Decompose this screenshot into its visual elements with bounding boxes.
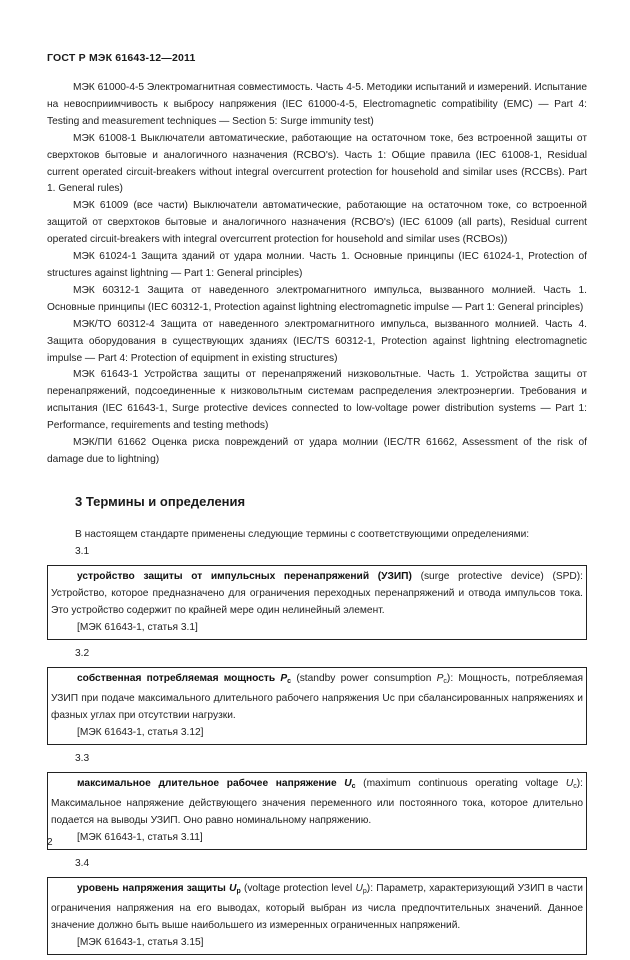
term-english: (voltage protection level [240,882,356,894]
term-source: [МЭК 61643-1, статья 3.15] [77,936,204,948]
reference-iec-60312-1: МЭК 60312-1 Защита от наведенного электромагнитного импульса, вызванного молнией. Часть 1. Основные принципы (IEC 60312-1, Protection against lightning electromagnetic impulse — Part 1: General principles) [47,284,587,313]
term-symbol: U [229,882,237,894]
page-number: 2 [47,837,53,848]
term-name: устройство защиты от импульсных перенапряжений (УЗИП) [77,570,412,582]
term-name: собственная потребляемая мощность [77,672,281,684]
term-definition: Максимальное напряжение действующего значения переменного или постоянного тока, которое длительно подается на выводы УЗИП. Оно равно номинальному напряжению. [51,797,583,826]
term-number: 3.1 [75,545,90,557]
term-english: (maximum continuous operating voltage [355,777,566,789]
document-header: ГОСТ Р МЭК 61643-12—2011 [47,52,196,64]
reference-iec-61000-4-5: МЭК 61000-4-5 Электромагнитная совместимость. Часть 4-5. Методики испытаний и измерений. Испытание на невосприимчивость к выбросу напряжения (IEC 61000-4-5, Electromagnetic compatibility (EMC) — Part 4: Testing and measurement techniques — Section 5: Surge immunity test) [47,82,587,127]
reference-iec-61009: МЭК 61009 (все части) Выключатели автоматические, работающие на остаточном токе, со встроенной защитой от сверхтоков бытовые и аналогичного назначения (RCBO's) (IEC 61009 (all parts), Residual current operated circuit-breakers with integral overcurrent protection for household and similar uses (RCBOs)) [47,200,587,246]
reference-iec-ts-60312-4: МЭК/ТО 60312-4 Защита от наведенного электромагнитного импульса, вызванного молнией. Часть 4. Защита оборудования в существующих зданиях (IEC/TS 60312-1, Protection against lightning electromagnetic impulse — Part 4: Protection of equipment in existing structures) [47,318,587,364]
reference-iec-61024-1: МЭК 61024-1 Защита зданий от удара молнии. Часть 1. Основные принципы (IEC 61024-1, Protection of structures against lightning — Part 1: General principles) [47,251,587,279]
term-name: максимальное длительное рабочее напряжение [77,777,345,789]
term-definition-box: уровень напряжения защиты $U_p$ (voltage protection level $U_p$): Параметр, характеризующий УЗИП в части ограничения напряжения на его выводах, который выбран из числа предпочтительных значений. Данное значение должно быть выше наибольшего из измеренных ограниченных напряжений. [МЭК 61643-1, статья 3.15] [47,877,587,955]
term-definition: Мощность, потребляемая УЗИП при подаче максимального длительного рабочего напряжения Uc при сбалансированных напряжениях и фазных углах при отсутствии нагрузки. [51,672,584,721]
term-definition-box [47,565,587,640]
term-definition-box: собственная потребляемая мощность $P_c$ (standby power consumption $P_c$): Мощность, потребляемая УЗИП при подаче максимального длительного рабочего напряжения Uc при сбалансированных напряжениях и фазных углах при отсутствии нагрузки. [МЭК 61643-1, статья 3.12] [47,667,587,745]
page-content [47,80,587,960]
term-number: 3.2 [75,647,90,659]
term-name: уровень напряжения защиты [77,882,230,894]
term-definition-box: максимальное длительное рабочее напряжение $U_c$ (maximum continuous operating voltage $U_c$): Максимальное напряжение действующего значения переменного или постоянного тока, которое длительно подается на выводы УЗИП. Оно равно номинальному напряжению. [МЭК 61643-1, статья 3.11] [47,772,587,850]
term-definition: Параметр, характеризующий УЗИП в части ограничения напряжения на его выводах, который выбран из числа предпочтительных значений. Данное значение должно быть выше наибольшего из измеренных ограниченных напряжений. [51,882,583,931]
term-number: 3.3 [75,752,90,764]
term-english: (surge protective device) (SPD): [411,570,584,582]
term-number: 3.4 [75,857,90,869]
term-english: (standby power consumption [291,672,437,684]
reference-iec-61643-1: МЭК 61643-1 Устройства защиты от перенапряжений низковольтные. Часть 1. Устройства защиты от перенапряжений, подсоединенные к низковольтным системам распределения электроэнергии. Требования и испытания (IEC 61643-1, Surge protective devices connected to low-voltage power distribution systems — Part 1: Performance, requirements and testing methods) [47,369,587,432]
term-definition: Устройство, которое предназначено для ограничения переходных перенапряжений и отвода импульсов тока. Это устройство содержит по крайней мере один нелинейный элемент. [51,587,583,616]
section-title: 3 Термины и определения [75,493,246,509]
term-source: [МЭК 61643-1, статья 3.11] [77,831,203,843]
section-intro: В настоящем стандарте применены следующие термины с соответствующими определениями: [75,528,530,540]
term-source: [МЭК 61643-1, статья 3.1] [77,621,198,633]
reference-iec-61008-1: МЭК 61008-1 Выключатели автоматические, работающие на остаточном токе, без встроенной защиты от сверхтоков бытовые и аналогичного назначения (RCBO's). Часть 1: Общие правила (IEC 61008-1, Residual current operated circuit-breakers without integral overcurrent protection for household and similar uses (RCCBs). Part 1. General rules) [47,132,587,195]
term-symbol: U [344,777,352,789]
term-source: [МЭК 61643-1, статья 3.12] [77,726,204,738]
reference-iec-tr-61662: МЭК/ПИ 61662 Оценка риска повреждений от удара молнии (IEC/TR 61662, Assessment of the risk of damage due to lightning) [47,437,587,465]
term-symbol: P [280,672,288,684]
